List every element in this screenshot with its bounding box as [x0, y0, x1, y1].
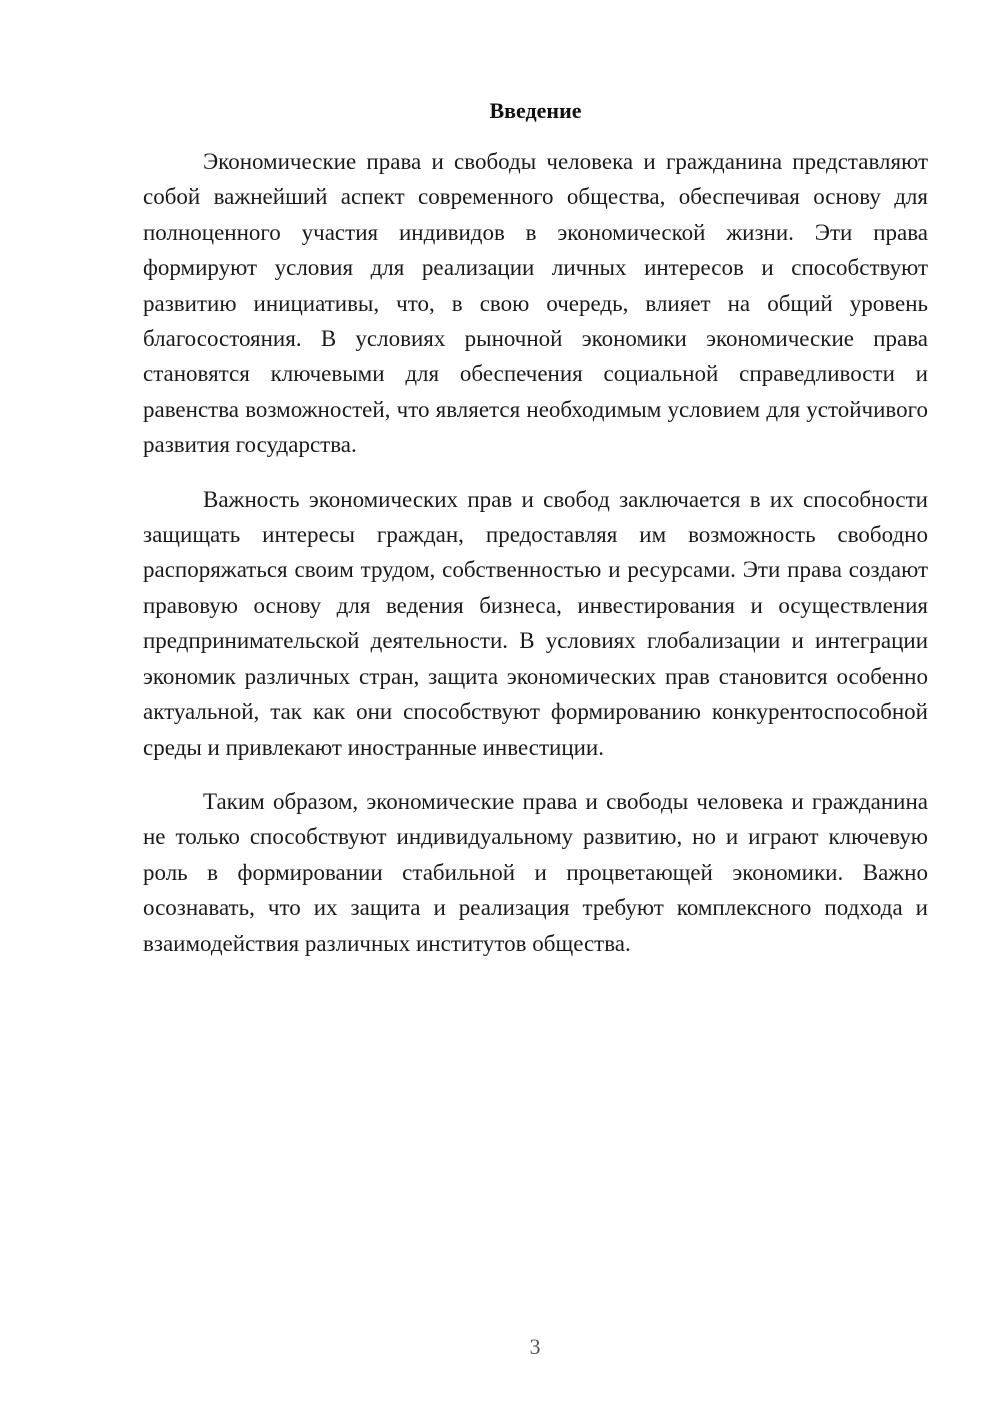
- paragraph-3: Таким образом, экономические права и свободы человека и гражданина не только способствуют индивидуальному развитию, но и играют ключевую роль в формировании стабильной и процветающей экономики. Важно осознавать, что их защита и реализация требуют комплексного подхода и взаимодействия различных институтов общества.: [143, 788, 928, 956]
- paragraph-1: Экономические права и свободы человека и гражданина представляют собой важнейший аспект современного общества, обеспечивая основу для полноценного участия индивидов в экономической жизни. Эти права формируют условия для реализации личных интересов и способствуют развитию инициативы, что, в свою очередь, влияет на общий уровень благосостояния. В условиях рыночной экономики экономические права становятся ключевыми для обеспечения социальной справедливости и равенства возможностей, что является необходимым условием для устойчивого развития государства.: [143, 149, 928, 458]
- document-body: [143, 96, 928, 980]
- paragraph-2: Важность экономических прав и свобод заключается в их способности защищать интересы граждан, предоставляя им возможность свободно распоряжаться своим трудом, собственностью и ресурсами. Эти права создают правовую основу для ведения бизнеса, инвестирования и осуществления предпринимательской деятельности. В условиях глобализации и интеграции экономик различных стран, защита экономических прав становится особенно актуальной, так как они способствуют формированию конкурентоспособной среды и привлекают иностранные инвестиции.: [143, 486, 928, 760]
- section-title: Введение: [489, 98, 582, 123]
- page-number: 3: [529, 1334, 541, 1359]
